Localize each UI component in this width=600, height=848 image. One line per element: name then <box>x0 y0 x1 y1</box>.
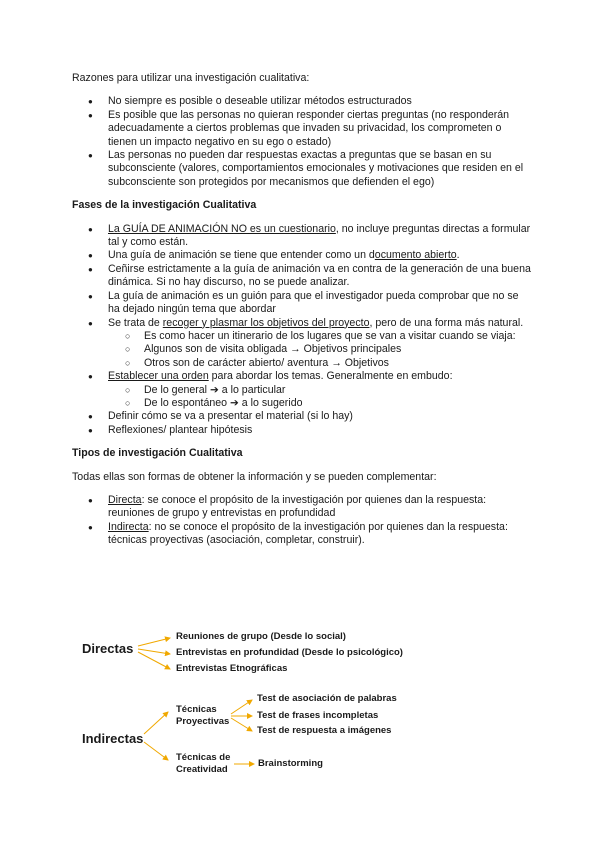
sublist-item: ○ De lo general ➔ a lo particular <box>72 384 532 397</box>
arrow-directas-2 <box>138 649 170 654</box>
list-item: ● Definir cómo se va a presentar el material (si lo hay) <box>72 410 532 423</box>
sublist-item: ○ Algunos son de visita obligada → Objetivos principales <box>72 343 532 356</box>
label-tecnicas-creatividad-1: Técnicas de <box>176 752 231 763</box>
underlined-text: ocumento abierto <box>374 249 457 262</box>
arrow-indirectas-1 <box>144 712 168 734</box>
list-item-text: , no incluye preguntas directas a formular tal y como están. <box>108 222 531 249</box>
list-item-text: Una guía de animación se tiene que entender como un d <box>108 249 375 262</box>
arrow-proyectivas-3 <box>231 718 252 731</box>
label-indirectas: Indirectas <box>82 731 144 746</box>
underlined-text: La GUÍA DE ANIMACIÓN NO es un cuestionario <box>108 222 336 235</box>
diagram-item: Test de frases incompletas <box>257 710 379 721</box>
list-item-text: , pero de una forma más natural. <box>369 316 524 329</box>
list-item-text: Se trata de <box>108 316 163 329</box>
arrow-indirectas-2 <box>144 742 168 760</box>
list-item-text: : se conoce el propósito de la investigación por quienes dan la respuesta: reuniones de grupo y entrevistas en profundidad <box>108 493 487 520</box>
document-body <box>72 72 532 548</box>
list-item: ● Reflexiones/ plantear hipótesis <box>72 424 532 437</box>
list-item: ● La guía de animación es un guión para que el investigador pueda comprobar que no se ha dejado ningún tema que abordar <box>72 290 532 317</box>
phases-heading: Fases de la investigación Cualitativa <box>72 199 257 212</box>
diagram-item: Entrevistas en profundidad (Desde lo psicológico) <box>176 647 403 658</box>
underlined-text: Establecer una orden <box>108 370 209 383</box>
list-item <box>72 370 532 410</box>
label-tecnicas-proyectivas-2: Proyectivas <box>176 716 230 727</box>
list-item-text: para abordar los temas. Generalmente en embudo: <box>208 370 453 383</box>
phases-list <box>72 223 532 438</box>
underlined-text: Directa <box>108 493 142 506</box>
list-item <box>72 317 532 371</box>
sublist-item: ○ Otros son de carácter abierto/ aventura → Objetivos <box>72 357 532 370</box>
diagram-item: Test de respuesta a imágenes <box>257 725 392 736</box>
list-item: ● Ceñirse estrictamente a la guía de animación va en contra de la generación de una buena dinámica. Si no hay discurso, no se puede analizar. <box>72 263 532 290</box>
list-item: ● Las personas no pueden dar respuestas exactas a preguntas que se basan en su subconsciente (valores, comportamientos emocionales y motivaciones que residen en el subconsciente son protegidos por mecanismos que defienden el ego) <box>72 149 532 189</box>
sublist-item: ○ De lo espontáneo ➔ a lo sugerido <box>72 397 532 410</box>
underlined-text: recoger y plasmar los objetivos del proyecto <box>162 316 370 329</box>
label-tecnicas-creatividad-2: Creatividad <box>176 764 228 775</box>
list-item: ● Es posible que las personas no quieran responder ciertas preguntas (no responderán adecuadamente a ciertos problemas que invaden su privacidad, los comprometen o tienen un impacto negativo en su ego o estado) <box>72 109 532 149</box>
intro-text: Razones para utilizar una investigación cualitativa: <box>72 72 310 84</box>
reasons-list <box>72 95 532 189</box>
types-heading: Tipos de investigación Cualitativa <box>72 447 243 460</box>
list-item-text: . <box>456 249 460 262</box>
list-item <box>72 521 532 548</box>
list-item-text: : no se conoce el propósito de la investigación por quienes dan la respuesta: técnicas proyectivas (asociación, completar, construir). <box>108 520 508 547</box>
list-item <box>72 494 532 521</box>
diagram-item: Reuniones de grupo (Desde lo social) <box>176 631 346 642</box>
list-item: ● No siempre es posible o deseable utilizar métodos estructurados <box>72 95 532 108</box>
diagram-item: Test de asociación de palabras <box>257 693 397 704</box>
list-item <box>72 223 532 250</box>
arrow-proyectivas-1 <box>231 700 252 714</box>
sublist <box>108 330 532 370</box>
arrow-directas-1 <box>138 638 170 646</box>
sublist <box>108 384 532 411</box>
label-directas: Directas <box>82 641 134 656</box>
list-item <box>72 249 532 262</box>
underlined-text: Indirecta <box>108 520 149 533</box>
types-intro: Todas ellas son formas de obtener la información y se pueden complementar: <box>72 470 437 483</box>
arrow-directas-3 <box>138 652 170 669</box>
diagram-item: Entrevistas Etnográficas <box>176 663 288 674</box>
types-diagram <box>76 628 456 788</box>
label-tecnicas-proyectivas-1: Técnicas <box>176 704 217 715</box>
diagram-item: Brainstorming <box>258 758 323 769</box>
types-list <box>72 494 532 548</box>
sublist-item: ○ Es como hacer un itinerario de los lugares que se van a visitar cuando se viaja: <box>72 330 532 343</box>
